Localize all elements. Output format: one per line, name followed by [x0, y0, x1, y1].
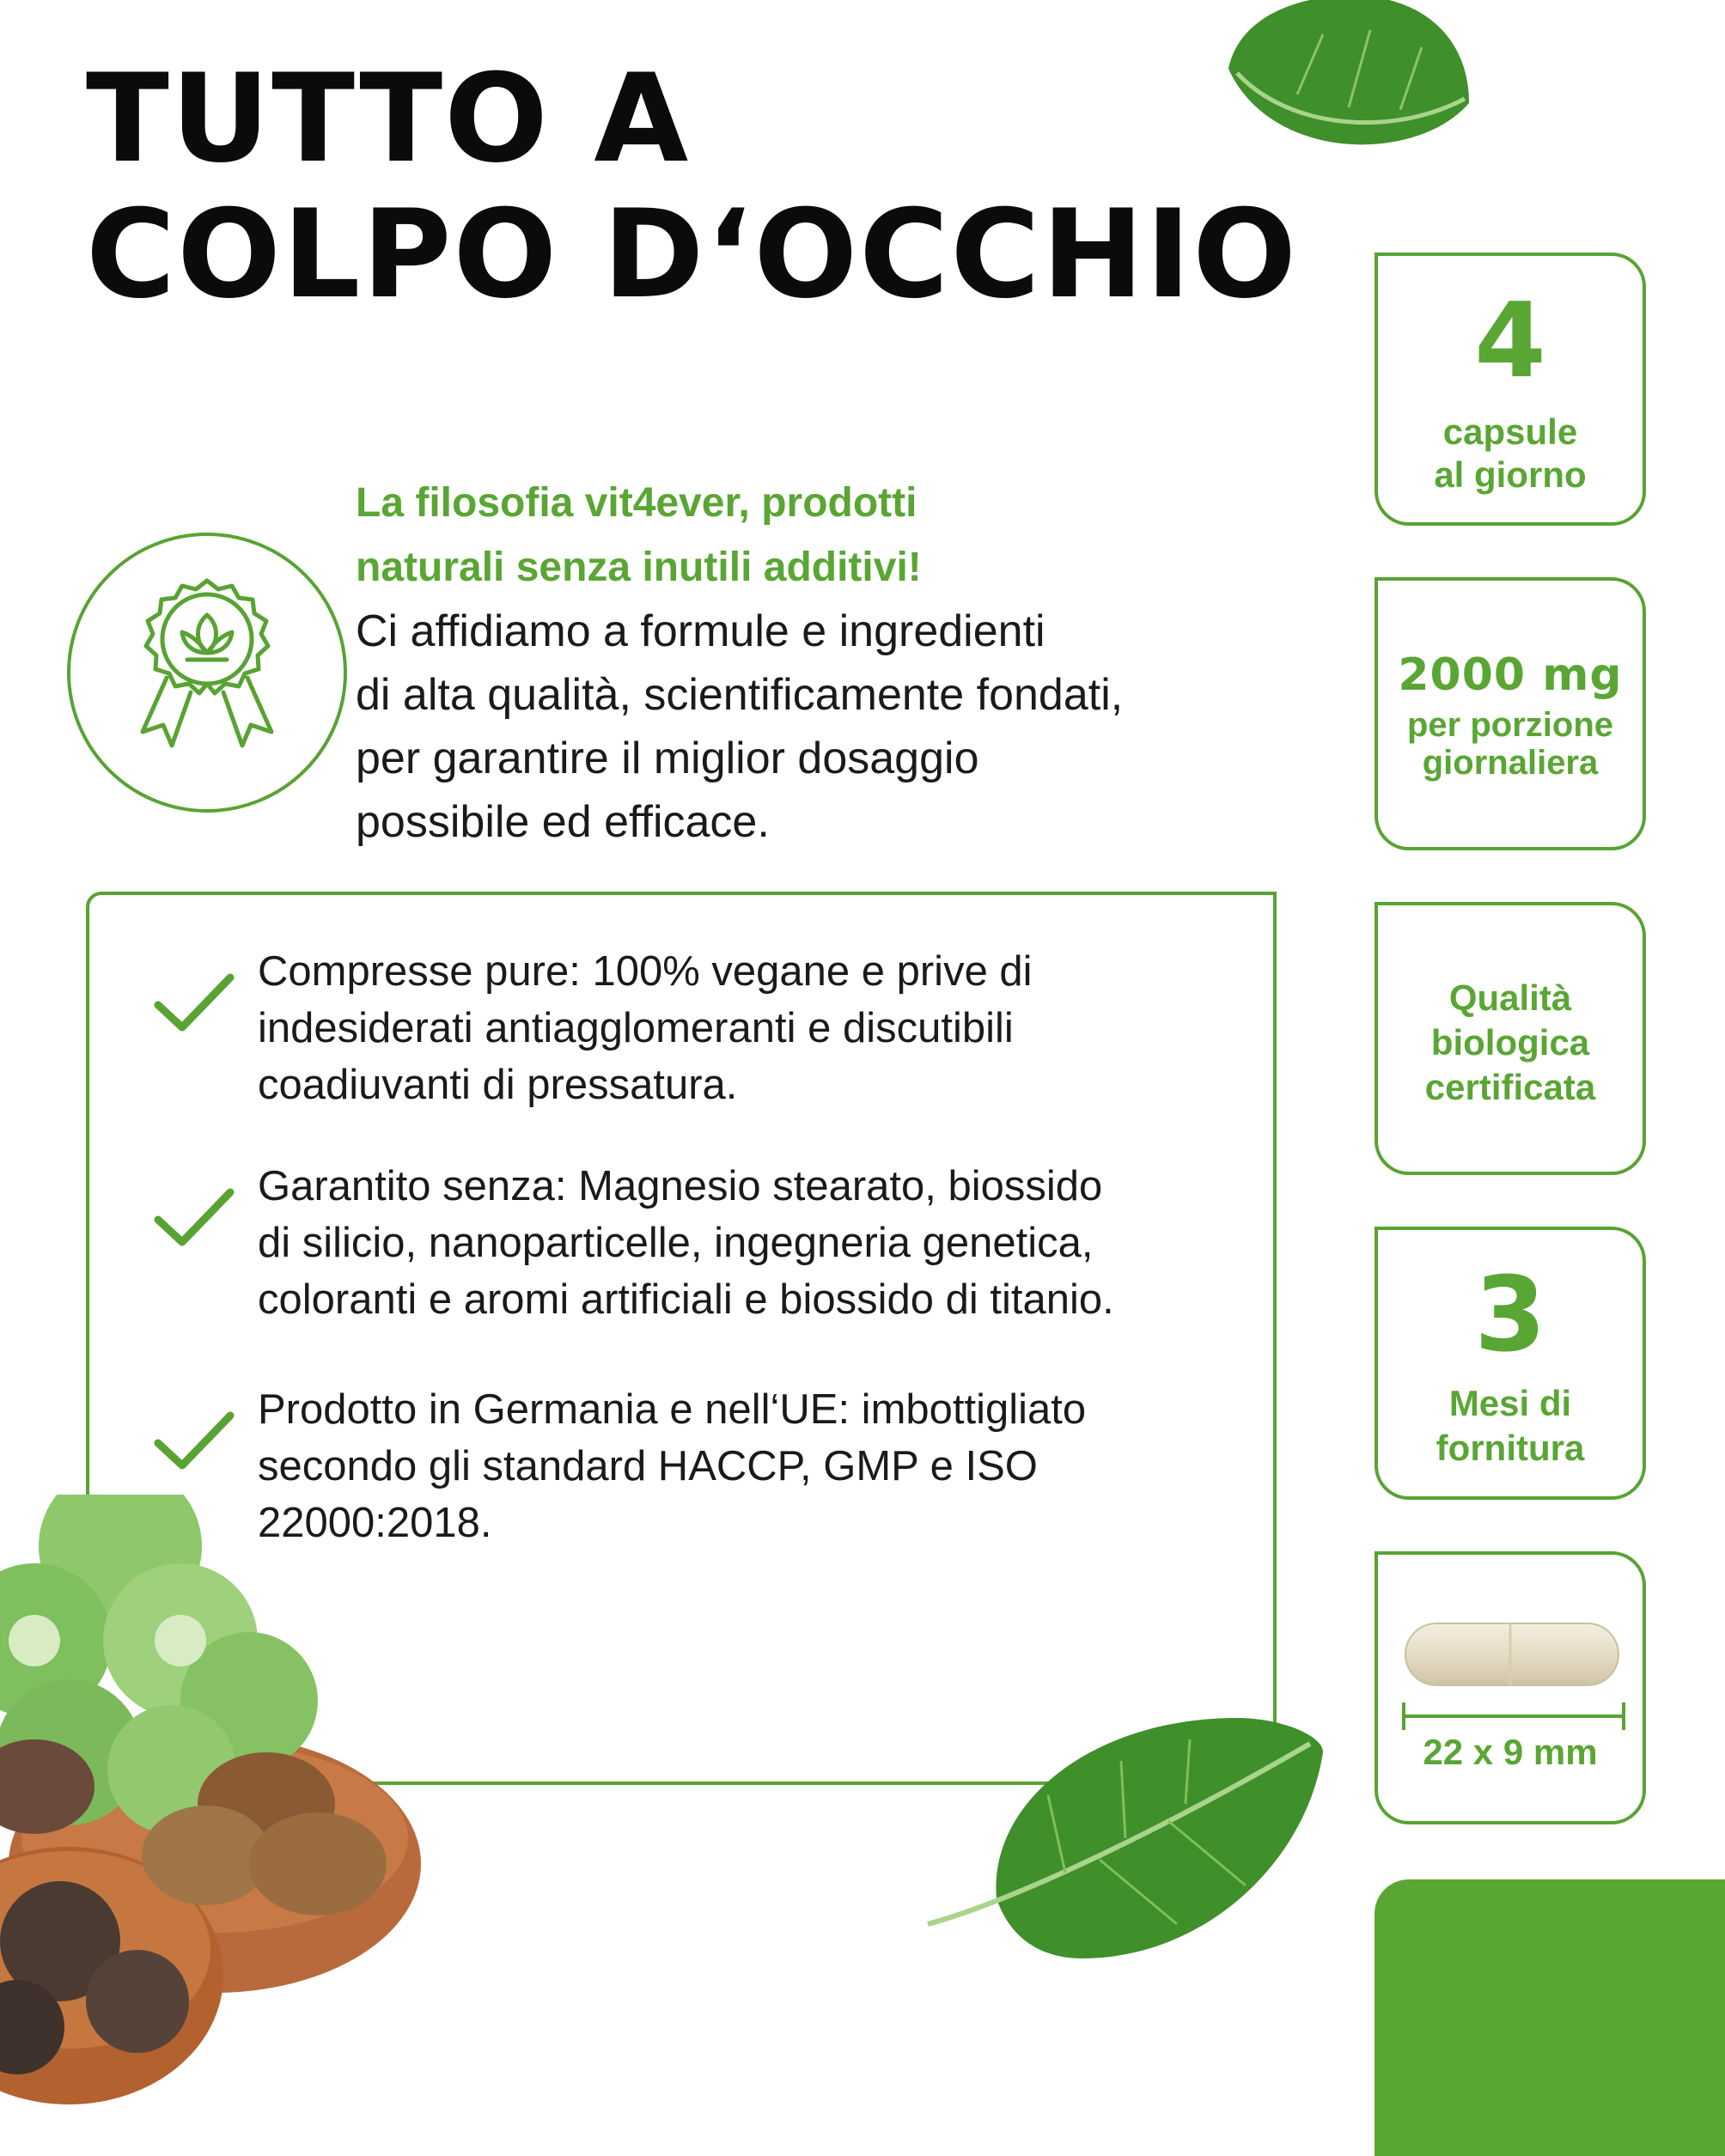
feature-text: Garantito senza: Magnesio stearato, biossido di silicio, nanoparticelle, ingegneria genetica, coloranti e aromi artificiali e biossido di titanio. — [258, 1163, 1114, 1323]
capsule-icon — [1400, 1606, 1624, 1692]
checkmark-icon — [151, 969, 237, 1038]
title-line-1: TUTTO A — [86, 48, 691, 190]
fruits-nuts-image — [0, 1495, 430, 2156]
title-line-2: COLPO D‘OCCHIO — [86, 184, 1298, 326]
stat-label: per porzione giornaliera — [1406, 706, 1614, 782]
award-badge — [67, 533, 347, 813]
accent-block — [1375, 1879, 1725, 2156]
stat-label: Mesi di fornitura — [1435, 1383, 1585, 1468]
stat-dose — [1375, 577, 1646, 850]
stat-value: 3 — [1474, 1256, 1546, 1375]
stat-value: 4 — [1474, 282, 1546, 401]
intro-highlight: La filosofia vit4ever, prodotti naturali senza inutili additivi! — [356, 480, 922, 590]
stat-value: 2000 mg — [1398, 649, 1623, 701]
page-title — [86, 48, 1298, 326]
intro-section — [356, 471, 1215, 854]
intro-body: Ci affidiamo a formule e ingredienti di alta qualità, scientificamente fondati, per garantire il miglior dosaggio possibile ed efficace. — [356, 606, 1124, 847]
feature-text: Prodotto in Germania e nell‘UE: imbottigliato secondo gli standard HACCP, GMP e ISO 22000:2018. — [258, 1386, 1087, 1546]
stat-supply — [1375, 1227, 1646, 1500]
leaf-image-bottom — [919, 1701, 1332, 1984]
stat-capsule-size — [1375, 1551, 1646, 1824]
award-leaf-icon — [70, 536, 344, 809]
stat-quality — [1375, 902, 1646, 1175]
dimension-line-icon — [1400, 1699, 1627, 1733]
checkmark-icon — [151, 1407, 237, 1476]
stat-label: Qualità biologica certificata — [1424, 978, 1596, 1107]
stat-label: 22 x 9 mm — [1423, 1732, 1598, 1772]
stat-label: capsule al giorno — [1434, 411, 1587, 495]
checkmark-icon — [151, 1184, 237, 1252]
stat-capsules-per-day — [1375, 253, 1646, 526]
feature-text: Compresse pure: 100% vegane e prive di indesiderati antiagglomeranti e discutibili coadiuvanti di pressatura. — [258, 948, 1033, 1108]
